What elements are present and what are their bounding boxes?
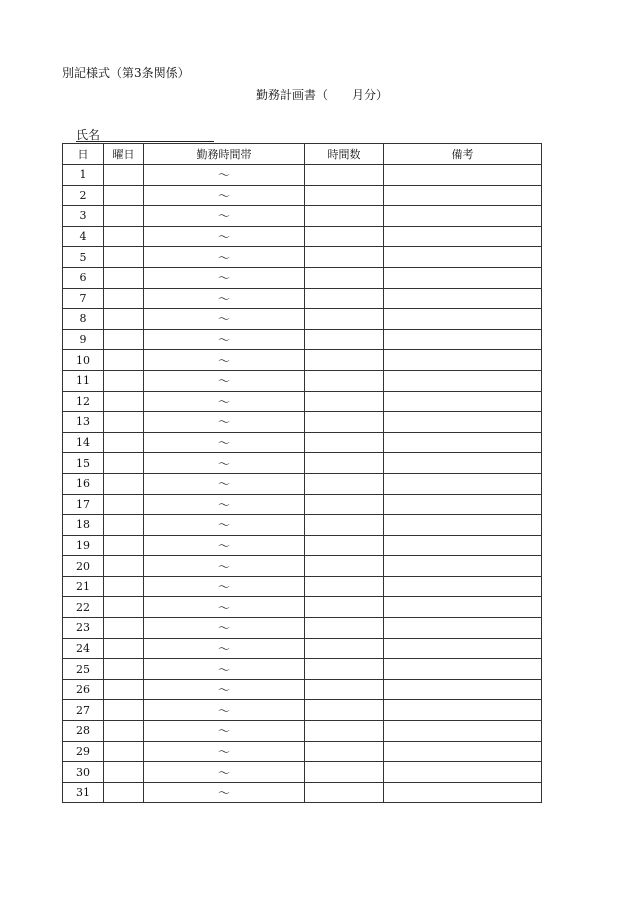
work-hours-cell[interactable]: ～ bbox=[144, 762, 305, 783]
work-hours-cell[interactable]: ～ bbox=[144, 185, 305, 206]
name-label: 氏名 bbox=[76, 128, 101, 142]
work-hours-cell[interactable]: ～ bbox=[144, 721, 305, 742]
hour-count-cell[interactable] bbox=[305, 741, 384, 762]
remarks-cell[interactable] bbox=[384, 700, 542, 721]
remarks-cell[interactable] bbox=[384, 412, 542, 433]
day-cell: 21 bbox=[63, 576, 104, 597]
day-cell: 10 bbox=[63, 350, 104, 371]
work-hours-cell[interactable]: ～ bbox=[144, 267, 305, 288]
remarks-cell[interactable] bbox=[384, 350, 542, 371]
work-hours-cell[interactable]: ～ bbox=[144, 165, 305, 186]
weekday-cell[interactable] bbox=[104, 659, 144, 680]
table-row bbox=[63, 391, 542, 412]
hour-count-cell[interactable] bbox=[305, 165, 384, 186]
hour-count-cell[interactable] bbox=[305, 412, 384, 433]
document-title: 勤務計画書（ 月分） bbox=[256, 88, 389, 102]
weekday-cell[interactable] bbox=[104, 782, 144, 803]
work-hours-cell[interactable]: ～ bbox=[144, 515, 305, 536]
day-cell: 12 bbox=[63, 391, 104, 412]
remarks-cell[interactable] bbox=[384, 741, 542, 762]
hour-count-cell[interactable] bbox=[305, 679, 384, 700]
table-row bbox=[63, 762, 542, 783]
day-cell: 19 bbox=[63, 535, 104, 556]
remarks-cell[interactable] bbox=[384, 226, 542, 247]
header-row bbox=[63, 144, 542, 165]
weekday-cell[interactable] bbox=[104, 741, 144, 762]
work-hours-cell[interactable]: ～ bbox=[144, 412, 305, 433]
work-hours-cell[interactable]: ～ bbox=[144, 638, 305, 659]
name-field[interactable] bbox=[76, 126, 214, 142]
weekday-cell[interactable] bbox=[104, 597, 144, 618]
hour-count-cell[interactable] bbox=[305, 432, 384, 453]
day-cell: 27 bbox=[63, 700, 104, 721]
hour-count-cell[interactable] bbox=[305, 618, 384, 639]
day-cell: 22 bbox=[63, 597, 104, 618]
table-row bbox=[63, 659, 542, 680]
remarks-cell[interactable] bbox=[384, 370, 542, 391]
table-row bbox=[63, 473, 542, 494]
table-row bbox=[63, 432, 542, 453]
work-hours-cell[interactable]: ～ bbox=[144, 288, 305, 309]
work-hours-cell[interactable]: ～ bbox=[144, 370, 305, 391]
table-row bbox=[63, 556, 542, 577]
remarks-cell[interactable] bbox=[384, 453, 542, 474]
work-hours-cell[interactable]: ～ bbox=[144, 700, 305, 721]
table-row bbox=[63, 618, 542, 639]
day-cell: 17 bbox=[63, 494, 104, 515]
day-cell: 20 bbox=[63, 556, 104, 577]
remarks-cell[interactable] bbox=[384, 762, 542, 783]
work-hours-cell[interactable]: ～ bbox=[144, 556, 305, 577]
table-row bbox=[63, 782, 542, 803]
hour-count-cell[interactable] bbox=[305, 370, 384, 391]
hour-count-cell[interactable] bbox=[305, 638, 384, 659]
remarks-cell[interactable] bbox=[384, 721, 542, 742]
weekday-cell[interactable] bbox=[104, 309, 144, 330]
remarks-cell[interactable] bbox=[384, 638, 542, 659]
table-row bbox=[63, 226, 542, 247]
header-remarks: 備考 bbox=[384, 144, 542, 165]
work-hours-cell[interactable]: ～ bbox=[144, 782, 305, 803]
day-cell: 13 bbox=[63, 412, 104, 433]
day-cell: 11 bbox=[63, 370, 104, 391]
day-cell: 4 bbox=[63, 226, 104, 247]
table-row bbox=[63, 576, 542, 597]
remarks-cell[interactable] bbox=[384, 206, 542, 227]
hour-count-cell[interactable] bbox=[305, 247, 384, 268]
weekday-cell[interactable] bbox=[104, 185, 144, 206]
table-row bbox=[63, 247, 542, 268]
hour-count-cell[interactable] bbox=[305, 473, 384, 494]
work-hours-cell[interactable]: ～ bbox=[144, 391, 305, 412]
remarks-cell[interactable] bbox=[384, 618, 542, 639]
remarks-cell[interactable] bbox=[384, 782, 542, 803]
hour-count-cell[interactable] bbox=[305, 226, 384, 247]
day-cell: 6 bbox=[63, 267, 104, 288]
weekday-cell[interactable] bbox=[104, 370, 144, 391]
hour-count-cell[interactable] bbox=[305, 535, 384, 556]
hour-count-cell[interactable] bbox=[305, 762, 384, 783]
hour-count-cell[interactable] bbox=[305, 185, 384, 206]
remarks-cell[interactable] bbox=[384, 391, 542, 412]
remarks-cell[interactable] bbox=[384, 185, 542, 206]
weekday-cell[interactable] bbox=[104, 432, 144, 453]
header-work-hours: 勤務時間帯 bbox=[144, 144, 305, 165]
remarks-cell[interactable] bbox=[384, 309, 542, 330]
remarks-cell[interactable] bbox=[384, 288, 542, 309]
hour-count-cell[interactable] bbox=[305, 700, 384, 721]
work-hours-cell[interactable]: ～ bbox=[144, 329, 305, 350]
hour-count-cell[interactable] bbox=[305, 391, 384, 412]
remarks-cell[interactable] bbox=[384, 535, 542, 556]
day-cell: 23 bbox=[63, 618, 104, 639]
work-hours-cell[interactable]: ～ bbox=[144, 679, 305, 700]
table-row bbox=[63, 370, 542, 391]
remarks-cell[interactable] bbox=[384, 494, 542, 515]
work-hours-cell[interactable]: ～ bbox=[144, 576, 305, 597]
weekday-cell[interactable] bbox=[104, 721, 144, 742]
work-hours-cell[interactable]: ～ bbox=[144, 741, 305, 762]
weekday-cell[interactable] bbox=[104, 700, 144, 721]
hour-count-cell[interactable] bbox=[305, 309, 384, 330]
work-hours-cell[interactable]: ～ bbox=[144, 453, 305, 474]
day-cell: 3 bbox=[63, 206, 104, 227]
hour-count-cell[interactable] bbox=[305, 659, 384, 680]
table-row bbox=[63, 679, 542, 700]
table-row bbox=[63, 309, 542, 330]
remarks-cell[interactable] bbox=[384, 329, 542, 350]
table-row bbox=[63, 535, 542, 556]
weekday-cell[interactable] bbox=[104, 329, 144, 350]
table-row bbox=[63, 700, 542, 721]
table-row bbox=[63, 350, 542, 371]
work-hours-cell[interactable]: ～ bbox=[144, 659, 305, 680]
work-hours-cell[interactable]: ～ bbox=[144, 350, 305, 371]
remarks-cell[interactable] bbox=[384, 679, 542, 700]
header-day: 日 bbox=[63, 144, 104, 165]
weekday-cell[interactable] bbox=[104, 618, 144, 639]
hour-count-cell[interactable] bbox=[305, 515, 384, 536]
day-cell: 31 bbox=[63, 782, 104, 803]
work-hours-cell[interactable]: ～ bbox=[144, 432, 305, 453]
weekday-cell[interactable] bbox=[104, 288, 144, 309]
day-cell: 24 bbox=[63, 638, 104, 659]
hour-count-cell[interactable] bbox=[305, 453, 384, 474]
hour-count-cell[interactable] bbox=[305, 350, 384, 371]
form-label: 別記様式（第3条関係） bbox=[62, 66, 190, 80]
weekday-cell[interactable] bbox=[104, 762, 144, 783]
remarks-cell[interactable] bbox=[384, 473, 542, 494]
hour-count-cell[interactable] bbox=[305, 721, 384, 742]
header-hour-count: 時間数 bbox=[305, 144, 384, 165]
table-row bbox=[63, 494, 542, 515]
table-row bbox=[63, 267, 542, 288]
work-hours-cell[interactable]: ～ bbox=[144, 597, 305, 618]
table-row bbox=[63, 638, 542, 659]
day-cell: 18 bbox=[63, 515, 104, 536]
remarks-cell[interactable] bbox=[384, 597, 542, 618]
remarks-cell[interactable] bbox=[384, 556, 542, 577]
day-cell: 15 bbox=[63, 453, 104, 474]
table-row bbox=[63, 288, 542, 309]
work-hours-cell[interactable]: ～ bbox=[144, 618, 305, 639]
weekday-cell[interactable] bbox=[104, 556, 144, 577]
day-cell: 26 bbox=[63, 679, 104, 700]
weekday-cell[interactable] bbox=[104, 494, 144, 515]
weekday-cell[interactable] bbox=[104, 535, 144, 556]
schedule-table bbox=[62, 143, 542, 803]
remarks-cell[interactable] bbox=[384, 267, 542, 288]
work-hours-cell[interactable]: ～ bbox=[144, 206, 305, 227]
day-cell: 2 bbox=[63, 185, 104, 206]
remarks-cell[interactable] bbox=[384, 247, 542, 268]
weekday-cell[interactable] bbox=[104, 267, 144, 288]
remarks-cell[interactable] bbox=[384, 576, 542, 597]
day-cell: 30 bbox=[63, 762, 104, 783]
remarks-cell[interactable] bbox=[384, 515, 542, 536]
table-row bbox=[63, 185, 542, 206]
day-cell: 5 bbox=[63, 247, 104, 268]
weekday-cell[interactable] bbox=[104, 350, 144, 371]
hour-count-cell[interactable] bbox=[305, 206, 384, 227]
work-hours-cell[interactable]: ～ bbox=[144, 473, 305, 494]
work-hours-cell[interactable]: ～ bbox=[144, 494, 305, 515]
hour-count-cell[interactable] bbox=[305, 494, 384, 515]
weekday-cell[interactable] bbox=[104, 679, 144, 700]
hour-count-cell[interactable] bbox=[305, 288, 384, 309]
weekday-cell[interactable] bbox=[104, 453, 144, 474]
weekday-cell[interactable] bbox=[104, 226, 144, 247]
remarks-cell[interactable] bbox=[384, 659, 542, 680]
remarks-cell[interactable] bbox=[384, 432, 542, 453]
table-row bbox=[63, 206, 542, 227]
hour-count-cell[interactable] bbox=[305, 267, 384, 288]
weekday-cell[interactable] bbox=[104, 391, 144, 412]
table-row bbox=[63, 515, 542, 536]
day-cell: 1 bbox=[63, 165, 104, 186]
day-cell: 9 bbox=[63, 329, 104, 350]
hour-count-cell[interactable] bbox=[305, 329, 384, 350]
weekday-cell[interactable] bbox=[104, 206, 144, 227]
hour-count-cell[interactable] bbox=[305, 597, 384, 618]
day-cell: 8 bbox=[63, 309, 104, 330]
table-row bbox=[63, 721, 542, 742]
work-hours-cell[interactable]: ～ bbox=[144, 535, 305, 556]
work-hours-cell[interactable]: ～ bbox=[144, 309, 305, 330]
day-cell: 7 bbox=[63, 288, 104, 309]
work-hours-cell[interactable]: ～ bbox=[144, 247, 305, 268]
weekday-cell[interactable] bbox=[104, 638, 144, 659]
weekday-cell[interactable] bbox=[104, 576, 144, 597]
weekday-cell[interactable] bbox=[104, 515, 144, 536]
work-hours-cell[interactable]: ～ bbox=[144, 226, 305, 247]
remarks-cell[interactable] bbox=[384, 165, 542, 186]
table-row bbox=[63, 165, 542, 186]
table-row bbox=[63, 412, 542, 433]
header-weekday: 曜日 bbox=[104, 144, 144, 165]
table-row bbox=[63, 329, 542, 350]
table-row bbox=[63, 597, 542, 618]
day-cell: 25 bbox=[63, 659, 104, 680]
day-cell: 16 bbox=[63, 473, 104, 494]
day-cell: 29 bbox=[63, 741, 104, 762]
day-cell: 14 bbox=[63, 432, 104, 453]
weekday-cell[interactable] bbox=[104, 412, 144, 433]
hour-count-cell[interactable] bbox=[305, 556, 384, 577]
table-row bbox=[63, 453, 542, 474]
weekday-cell[interactable] bbox=[104, 473, 144, 494]
day-cell: 28 bbox=[63, 721, 104, 742]
hour-count-cell[interactable] bbox=[305, 782, 384, 803]
hour-count-cell[interactable] bbox=[305, 576, 384, 597]
table-row bbox=[63, 741, 542, 762]
weekday-cell[interactable] bbox=[104, 247, 144, 268]
weekday-cell[interactable] bbox=[104, 165, 144, 186]
